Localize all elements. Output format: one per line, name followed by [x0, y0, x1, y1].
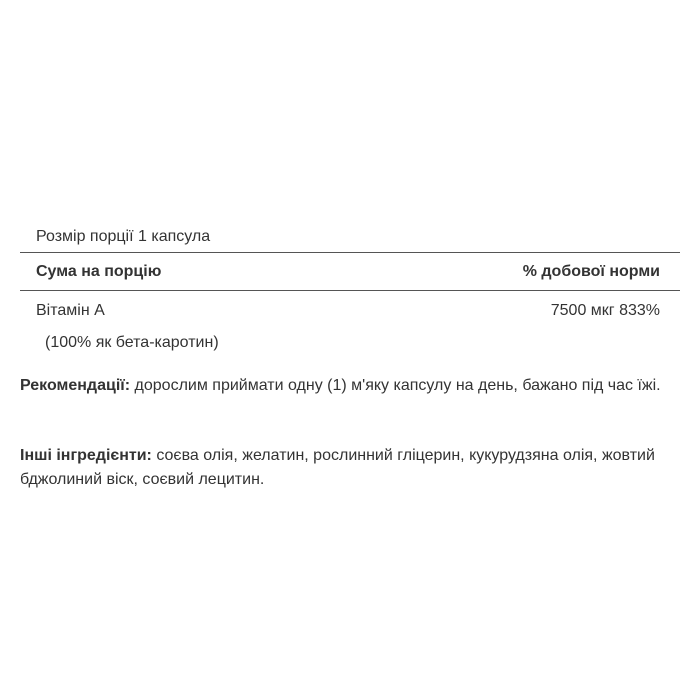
serving-size: Розмір порції 1 капсула	[20, 221, 680, 253]
nutrient-amount-dv: 7500 мкг 833%	[550, 302, 660, 319]
nutrient-name: Вітамін А	[36, 302, 105, 319]
nutrient-note: (100% як бета-каротин)	[45, 334, 219, 351]
header-amount-per-serving: Сума на порцію	[36, 263, 162, 280]
other-ingredients-text: соєва олія, желатин, рослинний гліцерин, кукурудзяна олія, жовтий бджолиний віск, соєвий лецитин.	[20, 447, 655, 488]
recommendations-text: дорослим приймати одну (1) м'яку капсулу на день, бажано під час їжі.	[130, 377, 661, 394]
header-daily-value: % добової норми	[522, 263, 660, 280]
other-ingredients-label: Інші інгредієнти:	[20, 447, 152, 464]
other-ingredients-paragraph	[20, 444, 682, 492]
facts-header-row	[20, 253, 680, 291]
recommendations-paragraph	[20, 374, 682, 398]
supplement-facts-table	[20, 221, 680, 359]
recommendations-label: Рекомендації:	[20, 377, 131, 394]
nutrient-row	[20, 291, 680, 331]
